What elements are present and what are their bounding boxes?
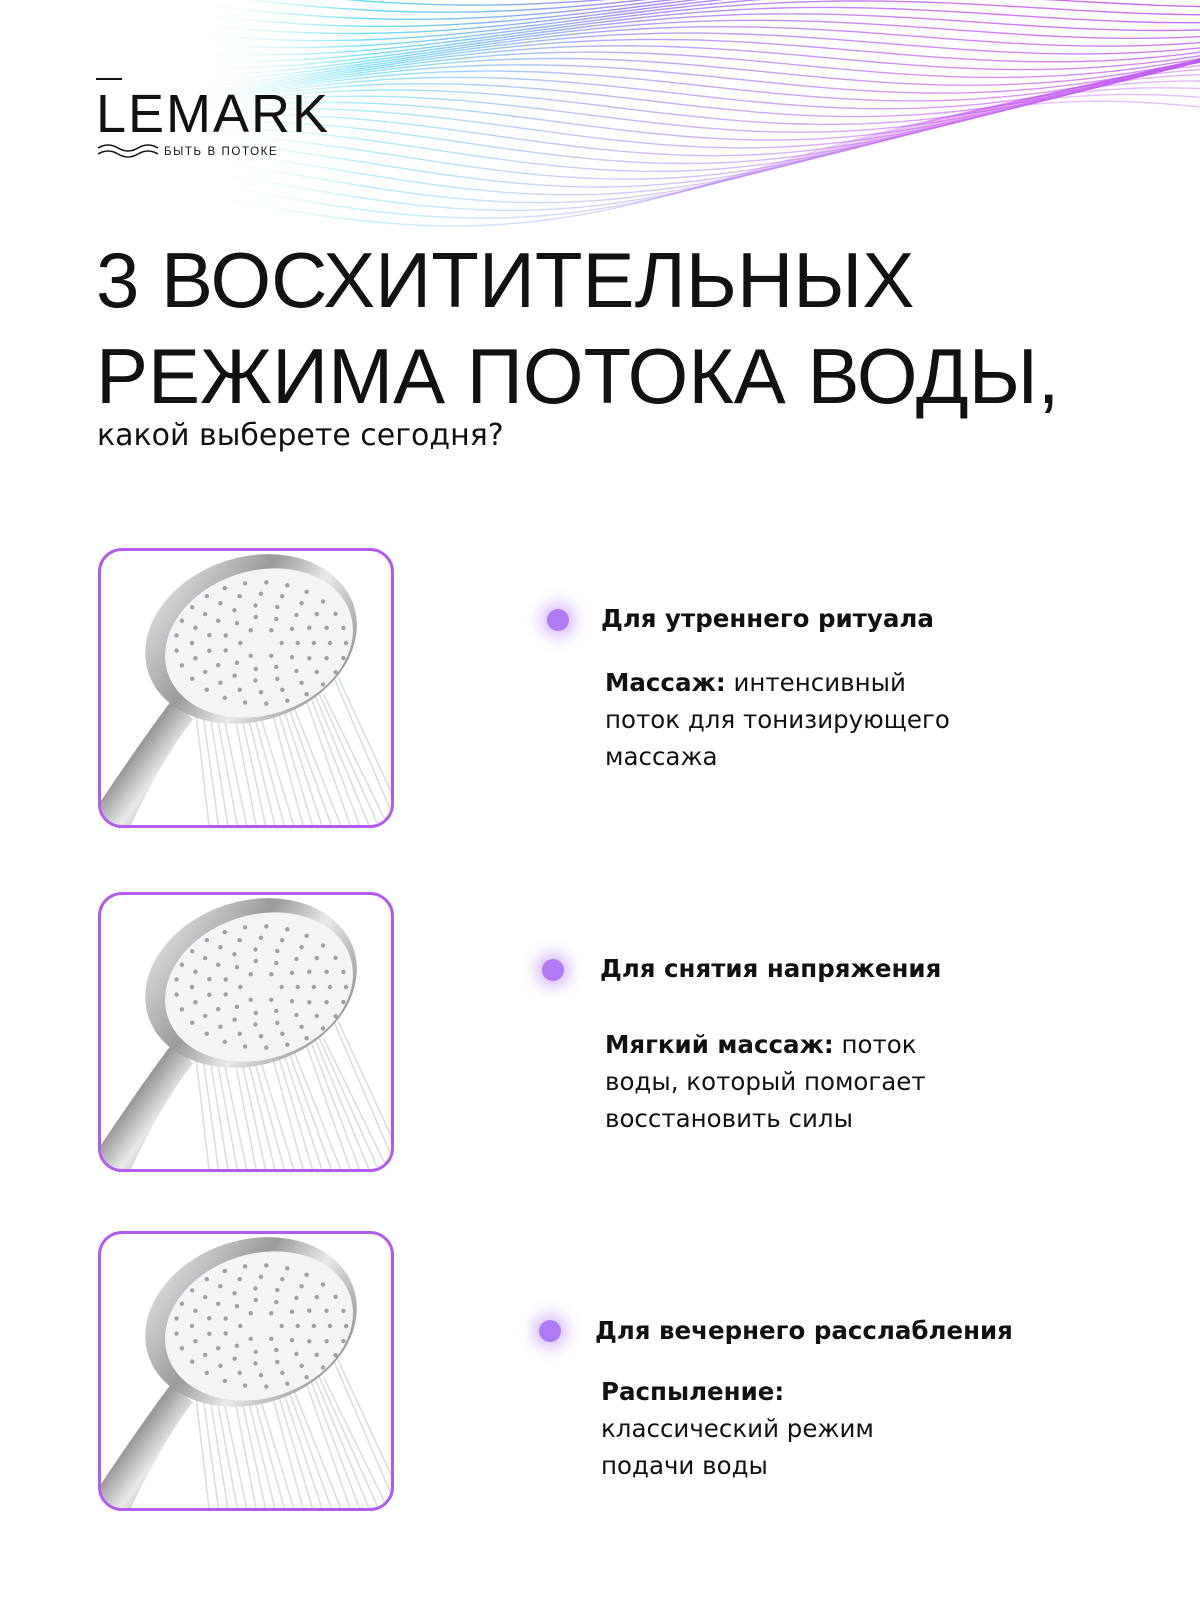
shower-image-card-3 xyxy=(98,1231,394,1511)
page-subheadline: какой выберете сегодня? xyxy=(97,418,504,453)
headline-line-2: РЕЖИМА ПОТОКА ВОДЫ, xyxy=(96,332,1060,420)
bullet-dot-2 xyxy=(542,959,564,981)
shower-head-image xyxy=(101,895,391,1169)
shower-head-image xyxy=(101,551,391,825)
shower-head-image xyxy=(101,1234,391,1508)
shower-image-card-2 xyxy=(98,892,394,1172)
headline-line-1: 3 ВОСХИТИТЕЛЬНЫХ xyxy=(96,236,915,324)
brand-name: LEMARK xyxy=(96,84,331,144)
brand-logo xyxy=(96,78,336,158)
mode-title-1: Для утреннего ритуала xyxy=(601,604,934,633)
shower-image-card-1 xyxy=(98,548,394,828)
mode-text-3: классический режим подачи воды xyxy=(601,1414,874,1480)
mode-label-3: Распыление: xyxy=(601,1377,785,1406)
mode-label-1: Массаж: xyxy=(605,668,726,697)
mode-description-1 xyxy=(605,664,985,775)
mode-title-2: Для снятия напряжения xyxy=(600,954,942,983)
mode-description-2 xyxy=(605,1026,990,1137)
mode-title-3: Для вечернего расслабления xyxy=(595,1316,1013,1345)
mode-description-3 xyxy=(601,1373,941,1484)
mode-label-2: Мягкий массаж: xyxy=(605,1030,834,1059)
logo-bar xyxy=(96,78,122,80)
mode-text-2: поток воды, который помогает восстановить силы xyxy=(605,1030,926,1133)
bullet-dot-3 xyxy=(539,1320,561,1342)
brand-tagline: БЫТЬ В ПОТОКЕ xyxy=(164,146,279,158)
bullet-dot-1 xyxy=(547,609,569,631)
logo-wave-icon xyxy=(96,142,160,158)
mode-text-1: интенсивный поток для тонизирующего массажа xyxy=(605,668,950,771)
page-headline xyxy=(96,232,1059,424)
